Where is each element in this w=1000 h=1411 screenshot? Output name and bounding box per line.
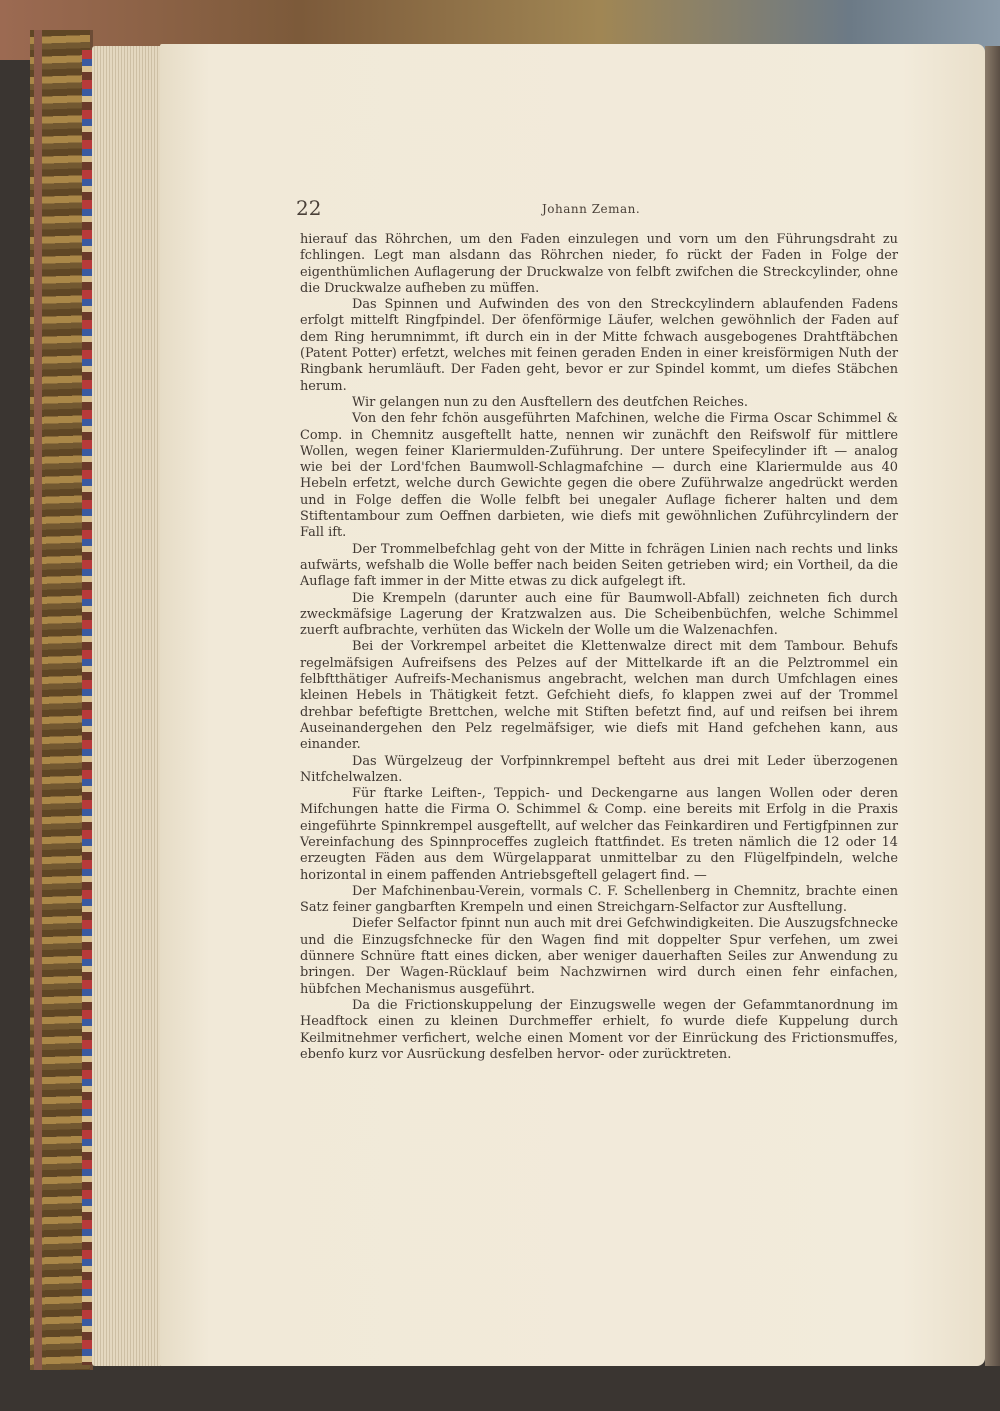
running-head: Johann Zeman. (542, 202, 641, 216)
body-text (300, 232, 898, 1063)
facing-page-edge (985, 46, 1000, 1366)
paragraph: Da die Frictionskuppelung der Einzugswelle wegen der Gefammtanordnung im Headftock einen zu kleinen Durchmeffer erhielt, fo wurde diefe Kuppelung durch Keilmitnehmer verfichert, welche einen Moment vor der Einrückung des Frictionsmuffes, ebenfo kurz vor Ausrückung desfelben hervor- oder zurücktreten. (300, 997, 898, 1062)
paragraph: Der Trommelbefchlag geht von der Mitte in fchrägen Linien nach rechts und links aufwärts, wefshalb die Wolle beffer nach beiden Seiten getrieben wird; ein Vortheil, da die Auflage faft immer in der Mitte etwas zu dick aufgelegt ift. (300, 541, 898, 590)
paragraph: Die Krempeln (darunter auch eine für Baumwoll-Abfall) zeichneten fich durch zweckmäfsige Lagerung der Kratzwalzen aus. Die Scheibenbüchfen, welche Schimmel zuerft aufbrachte, verhüten das Wickeln der Wolle um die Walzenachfen. (300, 590, 898, 639)
paragraph: Das Spinnen und Aufwinden des von den Streckcylindern ablaufenden Fadens erfolgt mittelft Ringfpindel. Der öfenförmige Läufer, welchen gewöhnlich der Faden auf dem Ring herumnimmt, ift durch ein in der Mitte fchwach ausgebogenes Drahtftäbchen (Patent Potter) erfetzt, welches mit feinen geraden Enden in einer kreisförmigen Nuth der Ringbank herumläuft. Der Faden geht, bevor er zur Spindel kommt, um diefes Stäbchen herum. (300, 297, 898, 394)
paragraph: Der Mafchinenbau-Verein, vormals C. F. Schellenberg in Chemnitz, brachte einen Satz feiner gangbarften Krempeln und einen Streichgarn-Selfactor zur Ausftellung. (300, 883, 898, 916)
marbled-page-edge (82, 50, 92, 1365)
paragraph: Diefer Selfactor fpinnt nun auch mit drei Gefchwindigkeiten. Die Auszugsfchnecke und die Einzugsfchnecke für den Wagen find mit doppelter Spur verfehen, um zwei dünnere Schnüre ftatt eines dicken, aber weniger dauerhaften Seiles zur Anwendung zu bringen. Der Wagen-Rücklauf beim Nachzwirnen wird durch einen fehr einfachen, hübfchen Mechanismus ausgeführt. (300, 916, 898, 997)
paragraph: hierauf das Röhrchen, um den Faden einzulegen und vorn um den Führungsdraht zu fchlingen. Legt man alsdann das Röhrchen nieder, fo rückt der Faden in Folge der eigenthümlichen Auflagerung der Druckwalze von felbft zwifchen die Streckcylinder, ohne die Druckwalze aufheben zu müffen. (300, 232, 898, 296)
page-header (296, 196, 896, 224)
paragraph: Bei der Vorkrempel arbeitet die Klettenwalze direct mit dem Tambour. Behufs regelmäfsigen Aufreifsens des Pelzes auf der Mittelkarde ift an die Pelztrommel ein felbftthätiger Aufreifs-Mechanismus angebracht, welchen man durch Umfchlagen eines kleinen Hebels in Thätigkeit fetzt. Gefchieht diefs, fo klappen zwei auf der Trommel drehbar befeftigte Brettchen, welche mit Stiften befetzt find, auf und reifsen bei ihrem Auseinandergehen den Pelz regelmäfsiger, wie diefs mit Hand gefchehen kann, aus einander. (300, 639, 898, 753)
cover-spine-edge (34, 30, 42, 1370)
stacked-page-edges (92, 46, 162, 1366)
paragraph: Für ftarke Leiften-, Teppich- und Deckengarne aus langen Wollen oder deren Mifchungen hatte die Firma O. Schimmel & Comp. eine bereits mit Erfolg in die Praxis eingeführte Spinnkrempel ausgeftellt, auf welcher das Feinkardiren und Fertigfpinnen zur Vereinfachung des Spinnproceffes zugleich ftattfindet. Es treten nämlich die 12 oder 14 erzeugten Fäden aus dem Würgelapparat unmittelbar zu den Flügelfpindeln, welche horizontal in einem paffenden Antriebsgeftell gelagert find. — (300, 786, 898, 883)
paragraph: Wir gelangen nun zu den Ausftellern des deutfchen Reiches. (352, 394, 748, 410)
paragraph: Von den fehr fchön ausgeführten Mafchinen, welche die Firma Oscar Schimmel & Comp. in Chemnitz ausgeftellt hatte, nennen wir zunächft den Reifswolf für mittlere Wollen, wegen feiner Klariermulden-Zuführung. Der untere Speifecylinder ift — analog wie bei der Lord'fchen Baumwoll-Schlagmafchine — durch eine Klariermulde aus 40 Hebeln erfetzt, welche durch Gewichte gegen die obere Zuführwalze angedrückt werden und in Folge deffen die Wolle felbft bei unegaler Auflage ficherer halten und dem Stiftentambour zum Oeffnen darbieten, wie diefs mit gewöhnlichen Zuführcylindern der Fall ift. (300, 411, 898, 541)
page-number: 22 (296, 196, 322, 220)
paragraph: Das Würgelzeug der Vorfpinnkrempel befteht aus drei mit Leder überzogenen Nitfchelwalzen. (300, 753, 898, 785)
